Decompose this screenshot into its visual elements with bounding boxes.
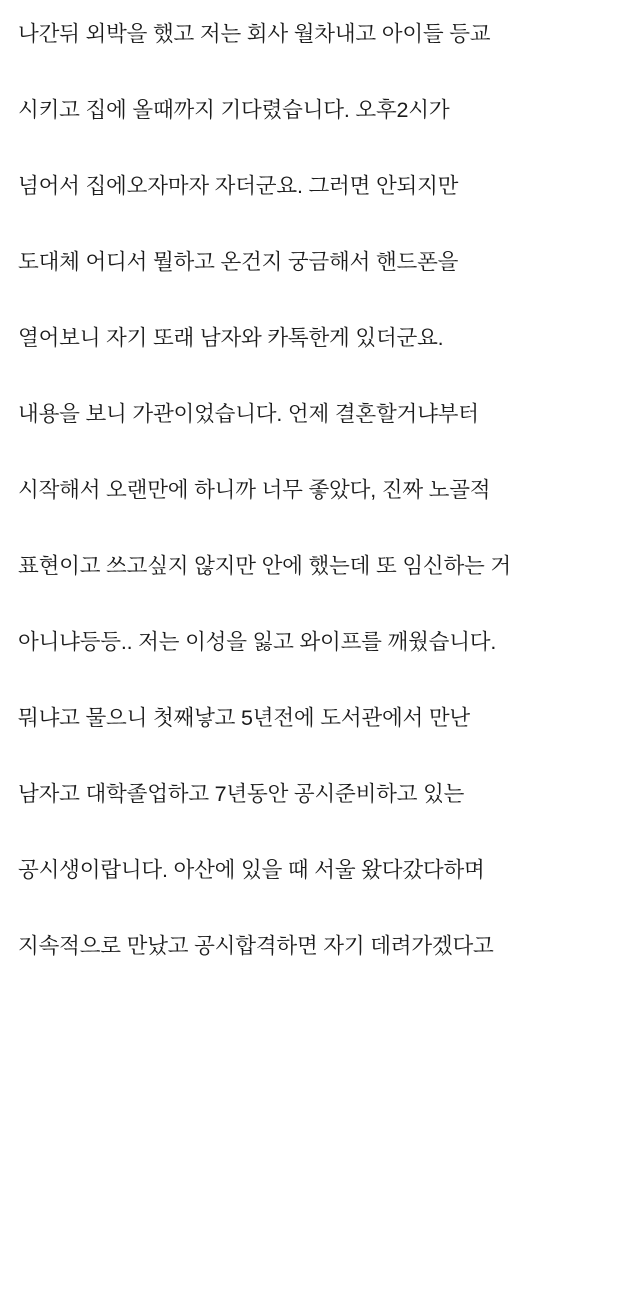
paragraph: 넘어서 집에오자마자 자더군요. 그러면 안되지만: [18, 174, 459, 198]
paragraph: 나간뒤 외박을 했고 저는 회사 월차내고 아이들 등교: [18, 22, 491, 46]
paragraph: 내용을 보니 가관이었습니다. 언제 결혼할거냐부터: [18, 402, 479, 426]
paragraph: 뭐냐고 물으니 첫째낳고 5년전에 도서관에서 만난: [18, 706, 471, 730]
paragraph: 열어보니 자기 또래 남자와 카톡한게 있더군요.: [18, 326, 444, 350]
paragraph: 시키고 집에 올때까지 기다렸습니다. 오후2시가: [18, 98, 450, 122]
paragraph: 지속적으로 만났고 공시합격하면 자기 데려가겠다고: [18, 934, 494, 958]
paragraph: 공시생이랍니다. 아산에 있을 때 서울 왔다갔다하며: [18, 858, 485, 882]
paragraph: 남자고 대학졸업하고 7년동안 공시준비하고 있는: [18, 782, 465, 806]
paragraph: 아니냐등등.. 저는 이성을 잃고 와이프를 깨웠습니다.: [18, 630, 497, 654]
paragraph: 표현이고 쓰고싶지 않지만 안에 했는데 또 임신하는 거: [18, 554, 511, 578]
paragraph: 시작해서 오랜만에 하니까 너무 좋았다, 진짜 노골적: [18, 478, 491, 502]
article-body: [0, 14, 640, 976]
paragraph: 도대체 어디서 뭘하고 온건지 궁금해서 핸드폰을: [18, 250, 459, 274]
